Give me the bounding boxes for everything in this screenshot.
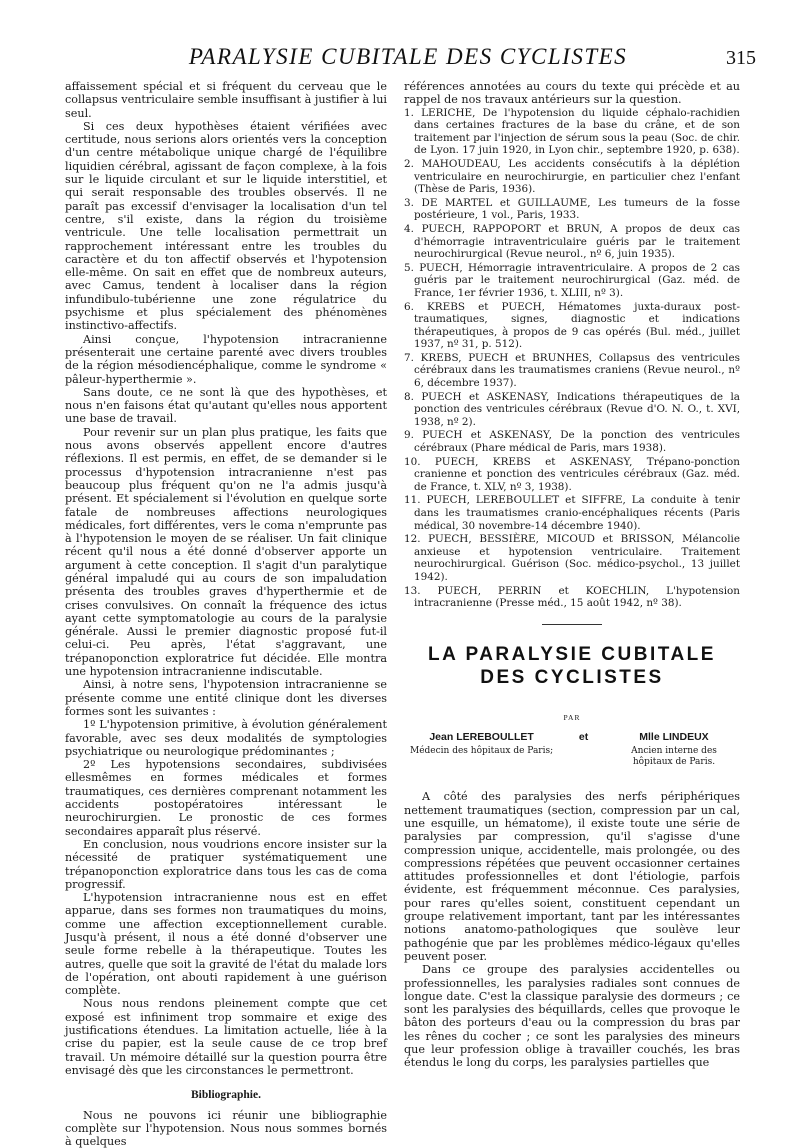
reference-list: [404, 107, 740, 610]
body-paragraph: 1º L'hypotension primitive, à évolution généralement favorable, avec ses deux modalités de symptologies psychiatrique ou neurologique prédominantes ;: [65, 718, 387, 758]
reference-item: 9. PUECH et ASKENASY, De la ponction des ventricules cérébraux (Phare médical de Paris, mars 1938).: [404, 429, 740, 455]
bibliography-intro: Nous ne pouvons ici réunir une bibliographie complète sur l'hypotension. Nous nous sommes bornés à quelques: [65, 1108, 387, 1148]
body-paragraph: Nous nous rendons pleinement compte que cet exposé est infiniment trop sommaire et exige des justifications étendues. La limitation actuelle, liée à la crise du papier, est la seule cause de ce trop bref travail. Un mémoire détaillé sur la question pourra être envisagé dès que les circonstances le permettront.: [65, 997, 387, 1077]
reference-item: 2. MAHOUDEAU, Les accidents consécutifs à la déplétion ventriculaire en neurochirurgie, en particulier chez l'enfant (Thèse de Paris, 1936).: [404, 157, 740, 196]
body-paragraph: affaissement spécial et si fréquent du cerveau que le collapsus ventriculaire semble insuffisant à justifier à lui seul.: [65, 80, 387, 120]
reference-item: 10. PUECH, KREBS et ASKENASY, Trépano-ponction cranienne et ponction des ventricules cérébraux (Gaz. méd. de France, t. XLV, nº 3, 1938).: [404, 455, 740, 493]
reference-item: 13. PUECH, PERRIN et KOECHLIN, L'hypotension intracranienne (Presse méd., 15 août 1942, nº 38).: [404, 584, 740, 610]
body-paragraph: Dans ce groupe des paralysies accidentelles ou professionnelles, les paralysies radiales sont connues de longue date. C'est la classique paralysie des dormeurs ; ce sont les paralysies des béquillards, celles que provoque le bâton des porteurs d'eau ou la compression du bras par les rênes du cocher ; ce sont les paralysies des mineurs que leur profession oblige à travailler couchés, les bras étendus le long du corps, les paralysies partielles que: [404, 963, 740, 1070]
author-name: Mlle LINDEUX: [639, 731, 709, 744]
body-paragraph: Sans doute, ce ne sont là que des hypothèses, et nous n'en faisons état qu'autant qu'elles nous apportent une base de travail.: [65, 385, 387, 426]
author-second: [614, 731, 734, 768]
body-paragraph: En conclusion, nous voudrions encore insister sur la nécessité de pratiquer systématiquement une trépanoponction exploratrice dans tous les cas de coma progressif.: [65, 837, 387, 891]
reference-item: 7. KREBS, PUECH et BRUNHES, Collapsus des ventricules cérébraux dans les traumatismes craniens (Revue neurol., nº 6, décembre 1937).: [404, 351, 740, 390]
bibliography-intro-continued: références annotées au cours du texte qui précède et au rappel de nos travaux antérieurs sur la question.: [404, 80, 740, 107]
right-column: [404, 80, 740, 1070]
article-title-line: LA PARALYSIE CUBITALE: [428, 643, 716, 665]
reference-item: 6. KREBS et PUECH, Hématomes juxta-duraux post-traumatiques, signes, diagnostic et indications thérapeutiques, à propos de 9 cas opérés (Bul. méd., juillet 1937, nº 31, p. 512).: [404, 300, 740, 351]
body-paragraph: Pour revenir sur un plan plus pratique, les faits que nous avons observés appellent encore d'autres réflexions. Il est permis, en effet, de se demander si le processus d'hypotension intracranienne n'est pas beaucoup plus fréquent qu'on ne l'a admis jusqu'à présent. Et spécialement si l'évolution en quelque sorte fatale de nombreuses affections neurologiques médicales, fort différentes, vers le coma n'emprunte pas à l'hypotension le moyen de se réaliser. Un fait clinique récent qu'il nous a été donné d'observer apporte un argument à cette conception. Il s'agit d'un paralytique général impaludé qui au cours de son impaludation présenta des troubles graves d'hyperthermie et de crises convulsives. On connaît la fréquence des ictus ayant cette symptomatologie au cours de la paralysie générale. Aussi le premier diagnostic proposé fut-il celui-ci. Peu après, l'état s'aggravant, une trépanoponction exploratrice fut décidée. Elle montra une hypotension intracranienne indiscutable.: [65, 425, 387, 679]
reference-item: 11. PUECH, LEREBOULLET et SIFFRE, La conduite à tenir dans les traumatismes cranio-encéphaliques récents (Paris médical, 30 novembre-14 décembre 1940).: [404, 494, 740, 532]
section-divider: [542, 624, 602, 625]
running-title: PARALYSIE CUBITALE DES CYCLISTES: [188, 44, 628, 69]
body-paragraph: 2º Les hypotensions secondaires, subdivisées ellesmêmes en formes médicales et formes traumatiques, ces dernières comprenant notamment les accidents postopératoires intéressant le neurochirurgien. Le pronostic de ces formes secondaires apparaît plus réservé.: [65, 758, 387, 838]
reference-item: 4. PUECH, RAPPOPORT et BRUN, A propos de deux cas d'hémorragie intraventriculaire guéris par le traitement neurochirurgical (Revue neurol., nº 6, juin 1935).: [404, 222, 740, 261]
reference-item: 1. LERICHE, De l'hypotension du liquide céphalo-rachidien dans certaines fractures de la base du crâne, et de son traitement par l'injection de sérum sous la peau (Soc. de chir. de Lyon. 17 juin 1920, in Lyon chir., septembre 1920, p. 638).: [404, 106, 740, 157]
author-first: [410, 731, 553, 757]
body-paragraph: Si ces deux hypothèses étaient vérifiées avec certitude, nous serions alors orientés vers la conception d'un centre métabolique unique chargé de l'équilibre liquidien cérébral, agissant de façon complexe, à la fois sur le liquide circulant et sur le liquide interstitiel, et qui serait responsable des troubles observés. Il ne paraît pas excessif d'envisager la localisation d'un tel centre, s'il existe, dans la région du troisième ventricule. Une telle localisation permettrait un rapprochement intéressant entre les troubles du caractère et du ton affectif observés et l'hypotension elle-même. On sait en effet que de nombreux auteurs, avec Camus, tendent à localiser dans la région infundibulo-tubérienne une zone régulatrice du psychisme et plus spécialement des phénomènes instinctivo-affectifs.: [65, 119, 387, 333]
by-label: PAR: [563, 712, 581, 722]
page-number: 315: [726, 47, 756, 69]
article-title-line: DES CYCLISTES: [480, 666, 664, 688]
author-conjunction: et: [578, 731, 589, 744]
reference-item: 5. PUECH, Hémorragie intraventriculaire. A propos de 2 cas guéris par le traitement neurochirurgical (Gaz. méd. de France, 1er février 1936, t. XLIII, nº 3).: [404, 261, 740, 299]
author-affiliation: Ancien interne des hôpitaux de Paris.: [631, 746, 717, 768]
body-paragraph: A côté des paralysies des nerfs périphériques nettement traumatiques (section, compression par un cal, une esquille, un hématome), il existe toute une série de paralysies par compression, qu'il s'agisse d'une compression unique, accidentelle, mais prolongée, ou des compressions répétées que peuvent occasionner certaines attitudes professionnelles et dont l'étiologie, parfois évidente, est fréquemment méconnue. Ces paralysies, pour rares qu'elles soient, constituent cependant un groupe relativement important, tant par les intéressantes notions anatomo-pathologiques que soulève leur pathogénie que par les problèmes médico-légaux qu'elles peuvent poser.: [404, 790, 740, 963]
body-paragraph: Ainsi conçue, l'hypotension intracranienne présenterait une certaine parenté avec divers troubles de la région mésodiencéphalique, comme le syndrome « pâleur-hyperthermie ».: [65, 332, 387, 386]
article-body: [404, 790, 740, 1069]
author-affiliation: Médecin des hôpitaux de Paris;: [410, 746, 554, 757]
bibliography-heading: Bibliographie.: [191, 1089, 261, 1102]
reference-item: 12. PUECH, BESSIÈRE, MICOUD et BRISSON, Mélancolie anxieuse et hypotension ventriculaire. Traitement neurochirurgical. Guérison (Soc. médico-psychol., 13 juillet 1942).: [404, 533, 740, 583]
author-name: Jean LEREBOULLET: [429, 731, 534, 744]
body-paragraph: Ainsi, à notre sens, l'hypotension intracranienne se présente comme une entité clinique dont les diverses formes sont les suivantes :: [65, 678, 387, 718]
left-column: [65, 80, 387, 1148]
reference-item: 8. PUECH et ASKENASY, Indications thérapeutiques de la ponction des ventricules cérébraux (Revue d'O. N. O., t. XVI, 1938, nº 2).: [404, 390, 740, 428]
author-block: [404, 731, 740, 768]
reference-item: 3. DE MARTEL et GUILLAUME, Les tumeurs de la fosse postérieure, 1 vol., Paris, 1933.: [404, 196, 740, 222]
body-paragraph: L'hypotension intracranienne nous est en effet apparue, dans ses formes non traumatiques du moins, comme une affection exceptionnellement curable. Jusqu'à présent, il nous a été donné d'observer une seule forme rebelle à la thérapeutique. Toutes les autres, quelle que soit la gravité de l'état du malade lors de l'opération, ont abouti rapidement à une guérison complète.: [65, 891, 387, 998]
article-title: [404, 643, 740, 689]
